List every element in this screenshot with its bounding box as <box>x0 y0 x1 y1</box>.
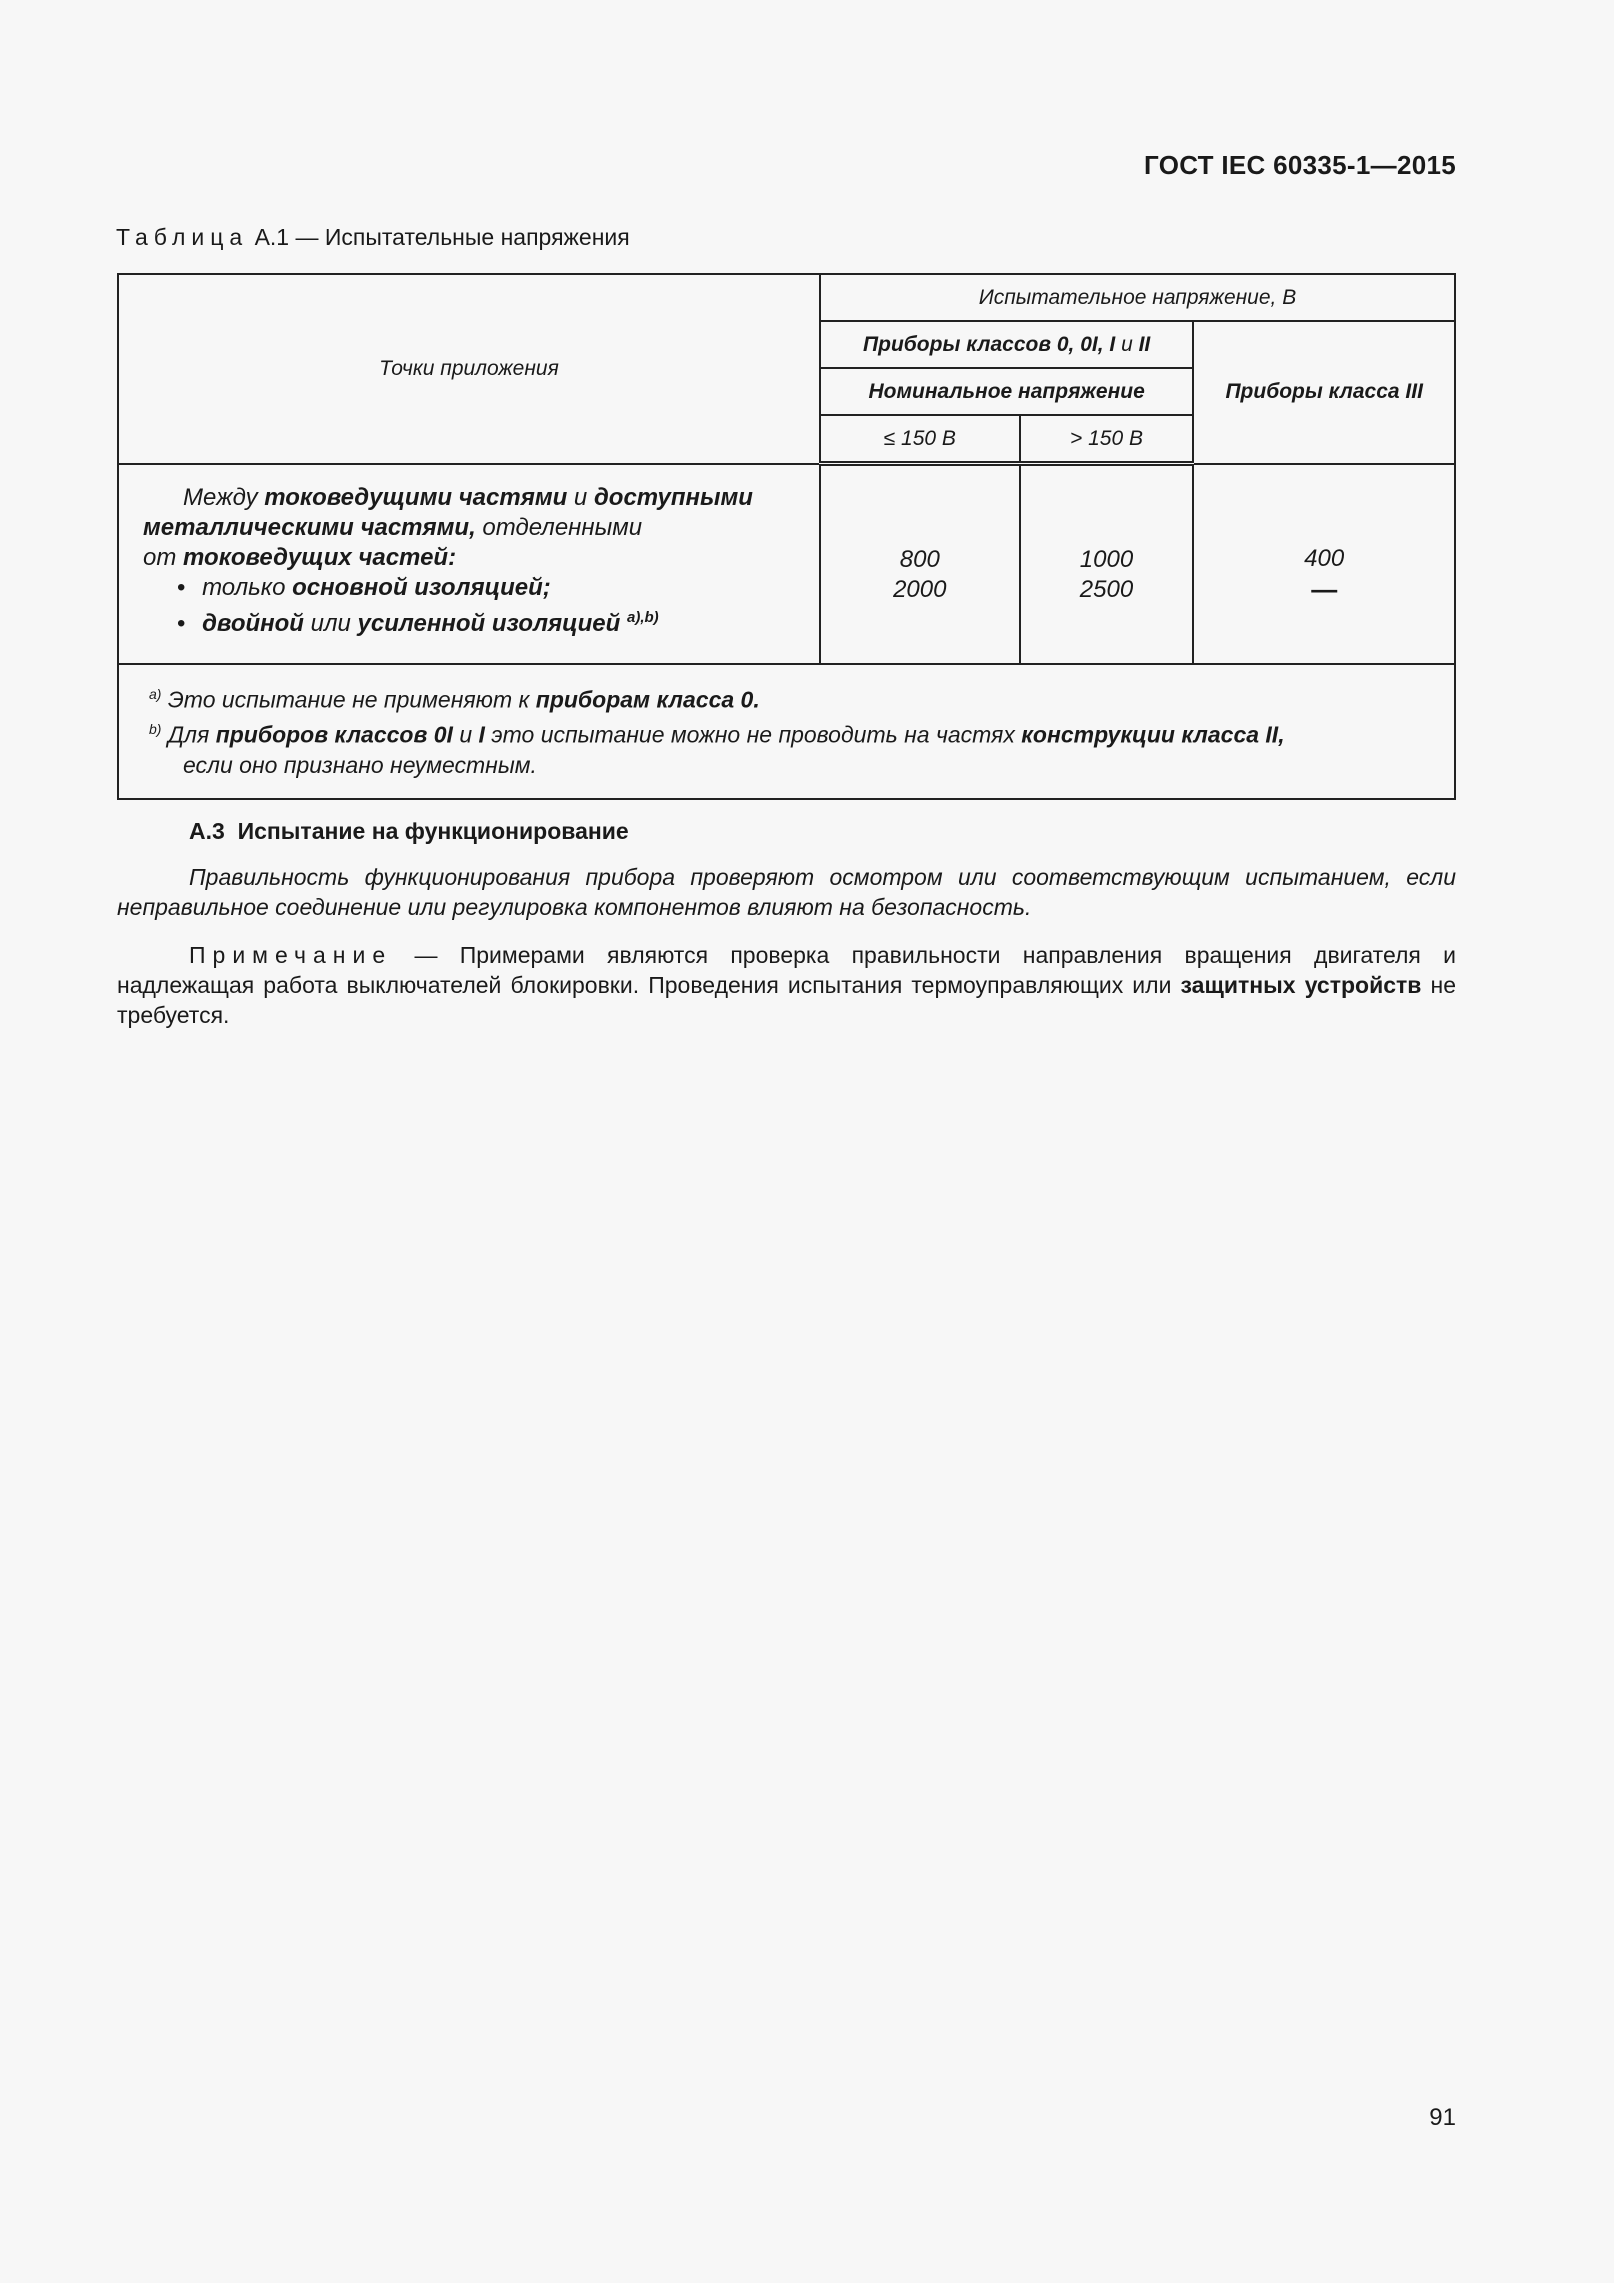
point-line-2 <box>143 513 807 543</box>
bullet-double-insulation <box>143 603 807 639</box>
header-gt-150: > 150 В <box>1020 415 1194 464</box>
term-live-parts: токоведущими частями <box>264 483 568 511</box>
point-line-3 <box>143 543 807 573</box>
page-number: 91 <box>1429 2104 1456 2131</box>
classes-prefix: Приборы классов 0, 0I, I <box>863 332 1116 356</box>
text: Для <box>167 721 210 748</box>
text: и <box>459 721 473 748</box>
footnote-b <box>149 714 1426 750</box>
footnote-mark: b) <box>149 721 162 738</box>
term-basic-insulation: основной изоляцией; <box>292 573 551 601</box>
term-live-parts-2: токоведущих частей: <box>183 543 457 571</box>
text: Между <box>183 483 258 511</box>
term-protective-devices: защитных устройств <box>1180 972 1422 998</box>
table-row-point-description <box>118 464 820 664</box>
cell-class-iii <box>1193 464 1455 664</box>
table-footnotes <box>118 664 1455 799</box>
bullet-basic-insulation <box>143 573 807 603</box>
section-note <box>117 940 1456 1030</box>
text: и <box>573 483 588 511</box>
term: приборов классов 0I <box>215 721 453 748</box>
term-double: двойной <box>202 609 304 637</box>
header-class-iii: Приборы класса III <box>1193 321 1455 464</box>
text: это испытание можно не проводить на частях <box>491 721 1015 748</box>
text: только <box>202 573 286 601</box>
header-nominal-voltage: Номинальное напряжение <box>820 368 1193 415</box>
value-dash: — <box>1311 573 1338 604</box>
note-end: не требуется. <box>117 972 1457 1028</box>
term-accessible: доступными <box>593 483 753 511</box>
table-caption <box>116 224 630 251</box>
test-voltage-table <box>117 273 1456 800</box>
footnote-a <box>149 679 1426 715</box>
term: конструкции класса II, <box>1021 721 1285 748</box>
value: 400 <box>1304 544 1345 572</box>
term-reinforced-insulation: усиленной изоляцией <box>357 609 621 637</box>
footnote-mark: a) <box>149 685 162 702</box>
footnote-ref: a),b) <box>626 608 659 626</box>
value: 800 <box>899 546 940 573</box>
text: Это испытание не применяют к <box>167 686 530 713</box>
caption-title: Испытательные напряжения <box>324 224 630 250</box>
classes-suffix: II <box>1138 332 1151 356</box>
text: от <box>143 543 177 571</box>
header-test-voltage: Испытательное напряжение, В <box>820 274 1455 321</box>
value: 2000 <box>893 576 947 603</box>
section-heading <box>189 818 629 845</box>
note-text: Примерами являются проверка правильности направления вращения двигателя и надлежащая работа выключателей блокировки. Проведения испытания термоуправляющих или <box>117 942 1457 998</box>
header-points-of-application: Точки приложения <box>118 274 820 464</box>
section-paragraph <box>117 862 1456 922</box>
note-label: Примечание <box>189 942 393 968</box>
classes-and: и <box>1121 332 1133 356</box>
text: отделенными <box>482 513 643 541</box>
caption-number: А.1 <box>254 224 290 250</box>
term-metal-parts: металлическими частями, <box>143 513 476 541</box>
text: или <box>310 609 351 637</box>
point-line-1 <box>143 483 807 513</box>
paragraph-text: Правильность функционирования прибора проверяют осмотром или соответствующим испытанием, если неправильное соединение или регулировка компонентов влияют на безопасность. <box>117 864 1456 920</box>
cell-gt-150 <box>1020 464 1194 664</box>
section-number: А.3 <box>189 818 225 844</box>
value: 2500 <box>1079 576 1134 603</box>
caption-prefix: Таблица <box>116 224 249 250</box>
note-dash: — <box>414 942 438 968</box>
cell-le-150 <box>820 464 1020 664</box>
header-le-150: ≤ 150 В <box>820 415 1020 464</box>
term: I <box>478 721 485 748</box>
value: 1000 <box>1079 546 1134 573</box>
section-title: Испытание на функционирование <box>237 818 629 844</box>
caption-dash: — <box>295 224 319 250</box>
header-appliance-classes <box>820 321 1193 368</box>
term: приборам класса 0. <box>535 686 760 713</box>
footnote-b-continued: если оно признано неуместным. <box>183 751 537 778</box>
document-standard-header: ГОСТ IEC 60335-1—2015 <box>1144 150 1456 180</box>
